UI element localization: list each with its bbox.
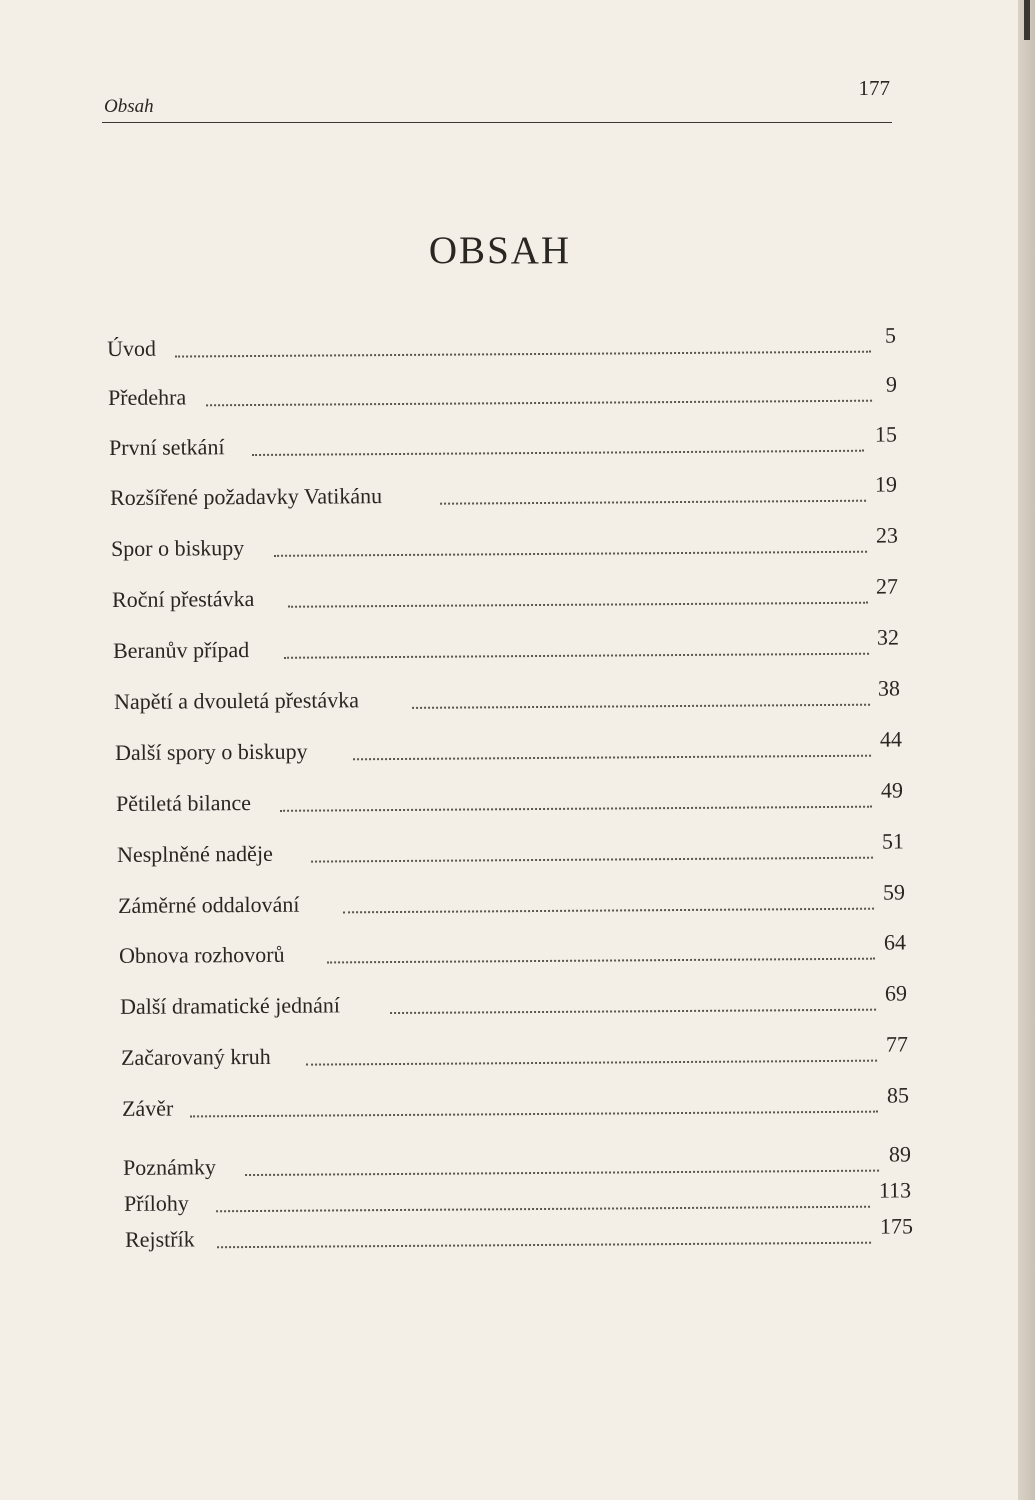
toc-entry-title: První setkání bbox=[108, 434, 225, 461]
toc-entry-page: 49 bbox=[880, 777, 904, 803]
toc-leader-dots bbox=[327, 958, 875, 964]
toc-entry-title: Poznámky bbox=[122, 1154, 216, 1180]
toc-leader-dots bbox=[206, 400, 872, 407]
toc-entry-page: 51 bbox=[881, 828, 905, 854]
page-number: 177 bbox=[858, 76, 890, 100]
toc-entry-page: 9 bbox=[885, 371, 898, 397]
toc-leader-dots bbox=[390, 1009, 876, 1014]
toc-entry bbox=[0, 369, 1018, 416]
toc-entry-title: Roční přestávka bbox=[111, 585, 255, 612]
toc-leader-dots bbox=[252, 450, 864, 456]
toc-leader-dots bbox=[217, 1242, 871, 1249]
toc-entry-title: Napětí a dvouletá přestávka bbox=[113, 687, 360, 714]
toc-entry-page: 32 bbox=[876, 624, 900, 650]
page-edge-mark bbox=[1024, 0, 1030, 40]
toc-entry bbox=[0, 520, 1018, 567]
toc-leader-dots bbox=[280, 806, 872, 812]
toc-entry bbox=[0, 724, 1018, 771]
toc-leader-dots bbox=[288, 602, 868, 608]
toc-entry-title: Pětiletá bilance bbox=[115, 790, 252, 816]
running-header-title: Obsah bbox=[104, 96, 154, 117]
toc-entry bbox=[0, 877, 1018, 924]
toc-entry bbox=[0, 826, 1018, 873]
page-title: OBSAH bbox=[428, 229, 572, 272]
toc-leader-dots bbox=[175, 351, 871, 358]
toc-leader-dots bbox=[306, 1060, 877, 1066]
toc-entry-title: Závěr bbox=[121, 1095, 174, 1121]
toc-entry-title: Začarovaný kruh bbox=[120, 1043, 271, 1070]
toc-leader-dots bbox=[216, 1206, 870, 1213]
toc-entry-title: Obnova rozhovorů bbox=[118, 941, 285, 968]
toc-entry-title: Rozšířené požadavky Vatikánu bbox=[109, 483, 383, 510]
toc-leader-dots bbox=[412, 704, 870, 709]
toc-entry bbox=[0, 1029, 1018, 1076]
running-header bbox=[102, 72, 892, 123]
toc-entry bbox=[0, 775, 1018, 822]
toc-entry bbox=[0, 320, 1018, 367]
toc-entry-page: 19 bbox=[874, 471, 898, 497]
toc-leader-dots bbox=[284, 653, 869, 659]
toc-leader-dots bbox=[353, 755, 871, 761]
toc-entry-page: 85 bbox=[886, 1082, 910, 1108]
toc-entry bbox=[0, 419, 1018, 466]
toc-entry-title: Přílohy bbox=[123, 1190, 189, 1216]
toc-entry-title: Další spory o biskupy bbox=[114, 738, 308, 765]
toc-entry-title: Záměrné oddalování bbox=[117, 891, 300, 918]
toc-entry-page: 64 bbox=[883, 929, 907, 955]
toc-entry-title: Rejstřík bbox=[124, 1226, 195, 1252]
toc-leader-dots bbox=[440, 500, 866, 505]
toc-entry-page: 23 bbox=[875, 522, 899, 548]
toc-entry bbox=[0, 927, 1018, 974]
toc-entry bbox=[0, 673, 1018, 720]
toc-entry-page: 77 bbox=[885, 1031, 909, 1057]
toc-entry-title: Nesplněné naděje bbox=[116, 840, 273, 867]
toc-entry-page: 15 bbox=[874, 421, 898, 447]
toc-leader-dots bbox=[190, 1111, 878, 1118]
toc-entry-page: 175 bbox=[879, 1213, 914, 1239]
toc-entry-page: 113 bbox=[878, 1177, 912, 1203]
toc-entry-title: Předehra bbox=[107, 384, 187, 411]
toc-entry bbox=[0, 978, 1018, 1025]
toc-entry-title: Beranův případ bbox=[112, 637, 250, 663]
toc-entry-page: 89 bbox=[888, 1141, 912, 1167]
toc-entry bbox=[0, 622, 1018, 669]
toc-entry-page: 69 bbox=[884, 980, 908, 1006]
toc-leader-dots bbox=[274, 551, 867, 557]
toc-entry-page: 44 bbox=[879, 726, 903, 752]
page-edge bbox=[1018, 0, 1035, 1500]
toc-entry bbox=[0, 1080, 1018, 1127]
toc-entry-page: 5 bbox=[884, 322, 897, 348]
toc-entry-title: Úvod bbox=[106, 335, 156, 362]
toc-entry-page: 38 bbox=[877, 675, 901, 701]
toc-entry-page: 59 bbox=[882, 879, 906, 905]
toc-entry-title: Další dramatické jednání bbox=[119, 992, 341, 1019]
toc-entry-title: Spor o biskupy bbox=[110, 535, 245, 561]
toc-entry bbox=[0, 1211, 1018, 1258]
toc-entry bbox=[0, 469, 1018, 516]
toc-leader-dots bbox=[343, 908, 874, 914]
toc-entry-page: 27 bbox=[875, 573, 899, 599]
toc-leader-dots bbox=[245, 1170, 879, 1176]
toc-entry bbox=[0, 571, 1018, 618]
toc-leader-dots bbox=[311, 857, 873, 863]
